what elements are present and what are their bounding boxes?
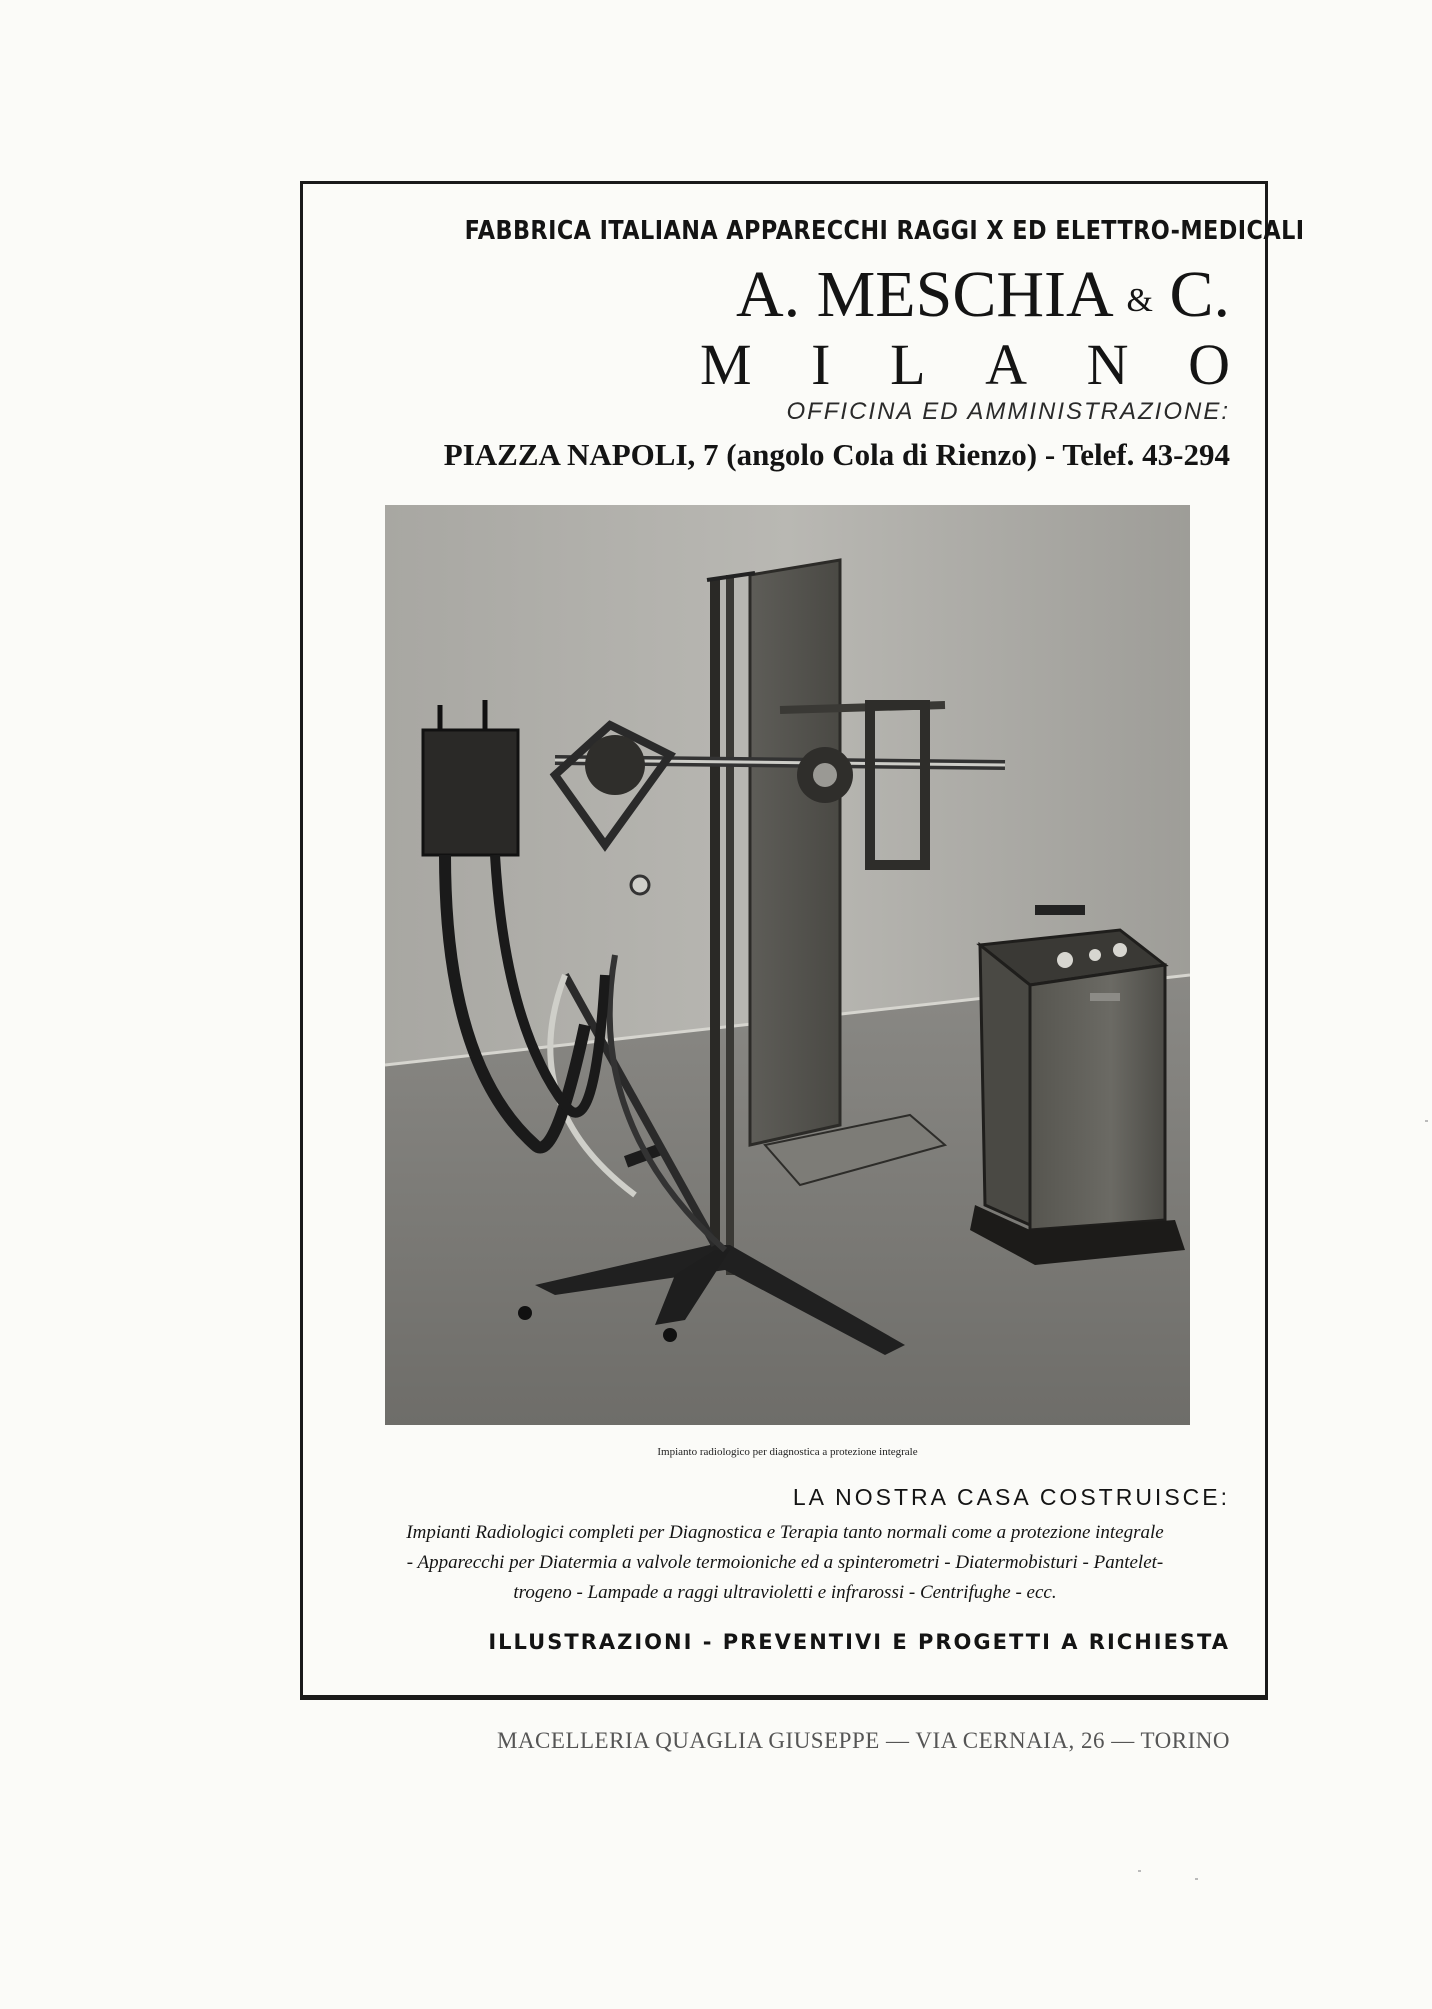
city-letter: O bbox=[1188, 332, 1230, 397]
print-speck bbox=[1138, 1870, 1141, 1872]
company-suffix: C. bbox=[1169, 258, 1230, 331]
city-letter: A bbox=[985, 332, 1028, 397]
x-ray-apparatus-photo bbox=[385, 505, 1190, 1425]
city-letter: M bbox=[700, 332, 752, 397]
products-line: - Apparecchi per Diatermia a valvole termoioniche ed a spinterometri - Diatermobisturi - Pantelet- bbox=[406, 1552, 1164, 1573]
city-name bbox=[700, 332, 1230, 397]
products-line: Impianti Radiologici completi per Diagnostica e Terapia tanto normali come a protezione integrale bbox=[406, 1522, 1164, 1543]
city-letter: N bbox=[1086, 332, 1129, 397]
header-line: FABBRICA ITALIANA APPARECCHI RAGGI X ED ELETTRO-MEDICALI bbox=[464, 216, 1305, 246]
city-letter: L bbox=[890, 332, 926, 397]
frame-bottom-rule bbox=[300, 1698, 1268, 1700]
print-speck bbox=[1195, 1878, 1198, 1880]
page-footer: MACELLERIA QUAGLIA GIUSEPPE — VIA CERNAIA, 26 — TORINO bbox=[497, 1728, 1230, 1753]
x-ray-apparatus-illustration bbox=[385, 505, 1190, 1425]
city-letter: I bbox=[811, 332, 831, 397]
products-description bbox=[340, 1518, 1230, 1608]
address-line: PIAZZA NAPOLI, 7 (angolo Cola di Rienzo) - Telef. 43-294 bbox=[443, 437, 1230, 472]
office-label: OFFICINA ED AMMINISTRAZIONE: bbox=[786, 398, 1230, 425]
products-line: trogeno - Lampade a raggi ultravioletti e infrarossi - Centrifughe - ecc. bbox=[513, 1582, 1057, 1603]
photo-caption: Impianto radiologico per diagnostica a protezione integrale bbox=[657, 1446, 918, 1458]
company-name bbox=[340, 258, 1230, 331]
company-name-main: A. MESCHIA bbox=[735, 258, 1111, 331]
closing-line: ILLUSTRAZIONI - PREVENTIVI E PROGETTI A RICHIESTA bbox=[488, 1630, 1230, 1654]
company-ampersand: & bbox=[1126, 281, 1153, 319]
print-speck bbox=[1425, 1120, 1428, 1122]
products-heading: LA NOSTRA CASA COSTRUISCE: bbox=[792, 1484, 1230, 1510]
